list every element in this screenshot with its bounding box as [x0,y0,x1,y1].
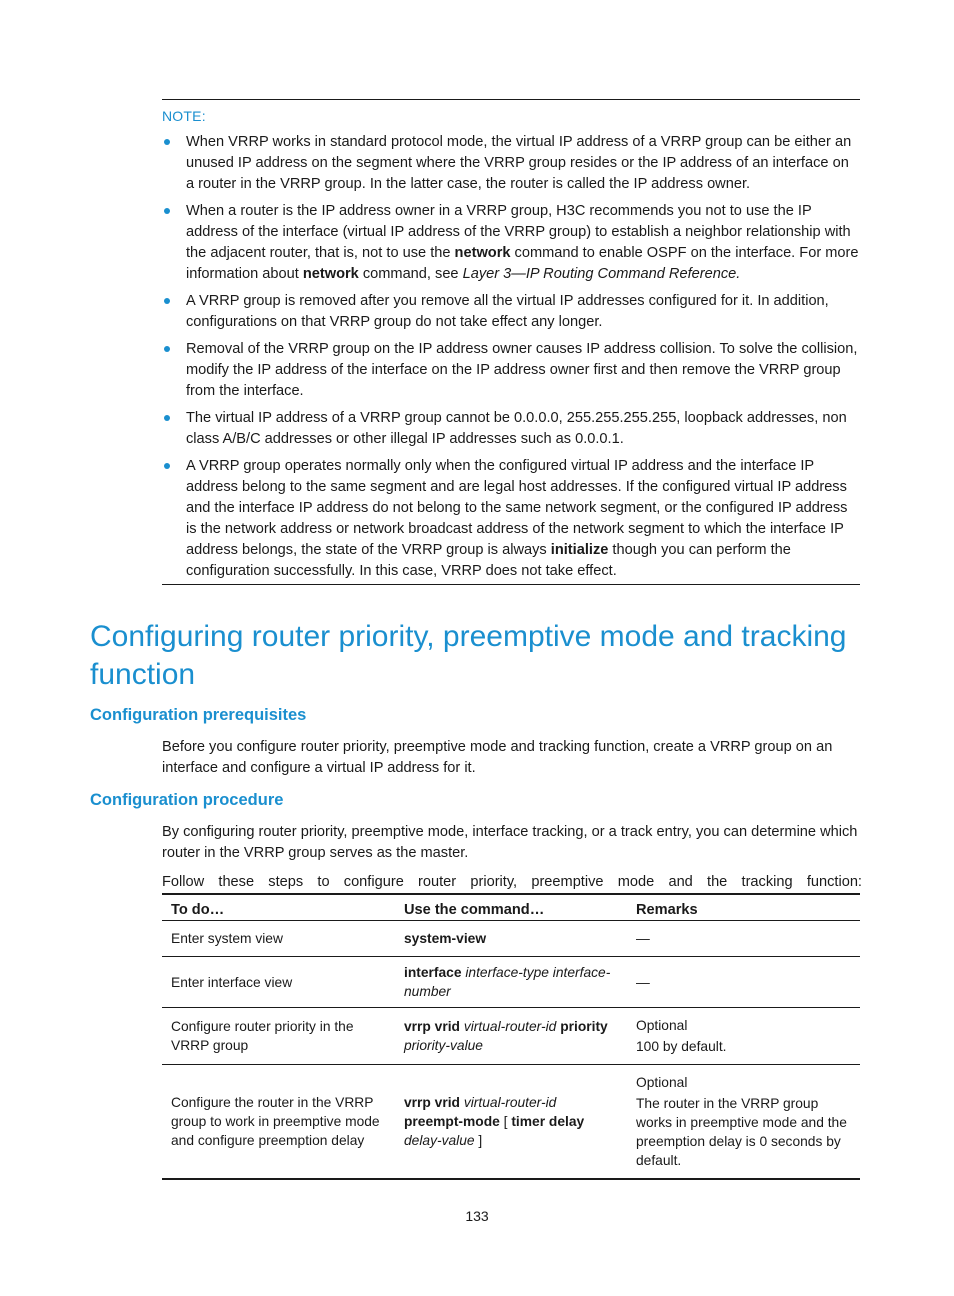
text-run: command, see [358,266,463,282]
bullet-icon [164,139,170,145]
cell-todo: Configure the router in the VRRP group to work in preemptive mode and configure preemption delay [162,1065,395,1180]
cell-remarks [627,921,860,957]
note-box [162,99,860,585]
bullet-icon [164,208,170,214]
bold-text: initialize [550,542,609,558]
note-item [162,201,860,285]
cell-remarks [627,1065,860,1180]
bold-text: system-view [404,931,487,946]
italic-text: virtual-router-id [463,1019,557,1034]
cell-command [395,957,627,1008]
bold-text: vrrp vrid [404,1095,460,1110]
header-command: Use the command… [395,894,627,921]
prerequisites-heading: Configuration prerequisites [90,706,307,724]
bullet-icon [164,415,170,421]
cell-command [395,921,627,957]
prerequisites-text: Before you configure router priority, preemptive mode and tracking function, create a VRRP group on an interface and configure a virtual IP address for it. [162,739,833,776]
remark-line: 100 by default. [636,1039,727,1054]
table-row [162,957,860,1008]
text-run: command to enable OSPF on the interface. For more information about [186,245,859,282]
text-run: The virtual IP address of a VRRP group cannot be 0.0.0.0, 255.255.255.255, loopback addresses, non class A/B/C addresses or other illegal IP addresses such as 0.0.0.1. [186,410,847,447]
bullet-icon [164,298,170,304]
note-item [162,456,860,582]
page-number: 133 [465,1208,489,1224]
procedure-intro: Follow these steps to configure router priority, preemptive mode and the tracking function: [162,874,862,890]
bullet-icon [164,346,170,352]
text-run: [ [499,1114,512,1129]
bold-text: network [454,245,511,261]
text-run: When VRRP works in standard protocol mode, the virtual IP address of a VRRP group can be either an unused IP address on the segment where the VRRP group resides or the IP address of an interface on a router in the VRRP group. In the latter case, the router is called the IP address owner. [186,134,852,192]
bold-text: vrrp vrid [404,1019,460,1034]
bold-text: interface [404,965,462,980]
cell-remarks [627,1008,860,1065]
text-run: Removal of the VRRP group on the IP address owner causes IP address collision. To solve the collision, modify the IP address of the interface on the IP address owner first and then remove the VRRP group from the interface. [186,341,858,399]
remark-line: — [636,931,650,946]
text-run: A VRRP group operates normally only when the configured virtual IP address and the interface IP address belong to the same segment and are legal host addresses. If the configured virtual IP address and the interface IP address do not belong to the same network segment, or the configured IP address is the network address or network broadcast address of the network segment to which the interface IP address belongs, the state of the VRRP group is always [186,458,848,558]
cell-todo: Enter system view [162,921,395,957]
note-item [162,132,860,195]
table-header-row [162,894,860,921]
table-row [162,1008,860,1065]
cell-remarks [627,957,860,1008]
bold-text: network [302,266,359,282]
table-row [162,921,860,957]
note-label: NOTE: [162,108,206,124]
procedure-text: By configuring router priority, preemptive mode, interface tracking, or a track entry, you can determine which router in the VRRP group serves as the master. [162,824,858,861]
text-run: A VRRP group is removed after you remove all the virtual IP addresses configured for it. In addition, configurations on that VRRP group do not take effect any longer. [186,293,829,330]
italic-text: priority-value [404,1038,483,1053]
section-title: Configuring router priority, preemptive mode and tracking function [90,620,847,691]
cell-command [395,1008,627,1065]
cell-todo: Enter interface view [162,957,395,1008]
procedure-heading: Configuration procedure [90,791,284,809]
remark-line: The router in the VRRP group works in preemptive mode and the preemption delay is 0 seconds by default. [636,1096,847,1168]
remark-line: Optional [636,1018,688,1033]
italic-text: virtual-router-id [463,1095,557,1110]
italic-text: interface-type interface-number [404,965,611,999]
text-run: ] [474,1133,483,1148]
header-remarks: Remarks [627,894,860,921]
bold-text: timer delay [511,1114,585,1129]
note-item [162,408,860,450]
italic-text: Layer 3—IP Routing Command Reference. [462,266,741,282]
cell-command [395,1065,627,1180]
italic-text: delay-value [404,1133,475,1148]
cell-todo: Configure router priority in the VRRP group [162,1008,395,1065]
bullet-icon [164,463,170,469]
text-run: though you can perform the configuration successfully. In this case, VRRP does not take effect. [186,542,791,579]
bold-text: preempt-mode [404,1114,500,1129]
bold-text: priority [560,1019,608,1034]
note-item [162,339,860,402]
note-item [162,291,860,333]
remark-line: — [636,974,650,990]
header-todo: To do… [162,894,395,921]
note-list [162,132,860,582]
text-run: When a router is the IP address owner in a VRRP group, H3C recommends you not to use the IP address of the interface (virtual IP address of the VRRP group) to establish a neighbor relationship with the adjacent router, that is, not to use the [186,203,851,261]
table-row [162,1065,860,1180]
steps-table [162,893,860,1180]
remark-line: Optional [636,1075,688,1090]
